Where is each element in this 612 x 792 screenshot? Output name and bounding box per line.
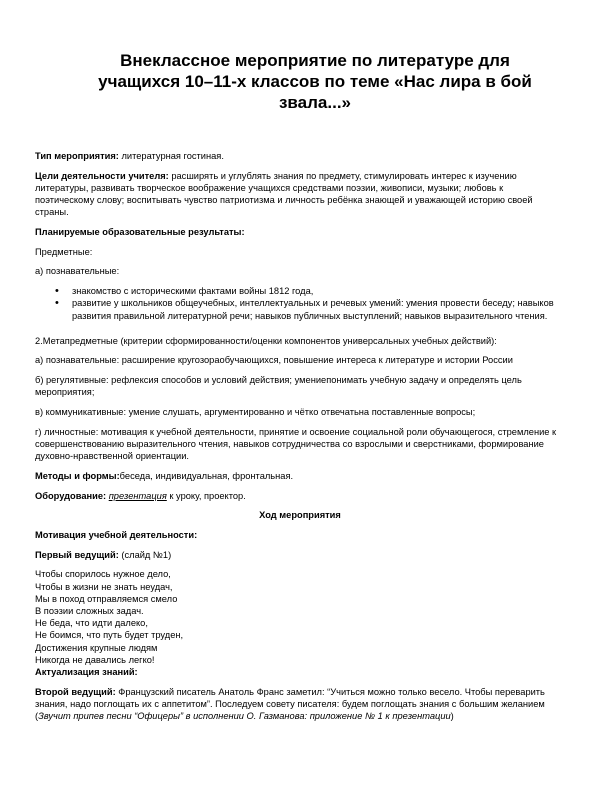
teacher-goals-label: Цели деятельности учителя: (35, 170, 169, 181)
results-heading-text: Планируемые образовательные результаты: (35, 227, 245, 238)
teacher-goals-value: расширять и углублять знания по предмету, стимулировать интерес к изучению литературы, развивать творческое воображение учащихся средствами поэзии, живописи, музыки; любовь к поэтическому слову; воспитывать чувство патриотизма и личность ребёнка знающей и уважающей историю своей страны. (35, 170, 533, 218)
event-type-value: литературная гостиная. (118, 151, 224, 161)
title-line-3: звала...» (278, 93, 351, 112)
teacher-goals (35, 170, 565, 219)
cognitive-label: а) познавательные: (35, 266, 120, 277)
second-host-italic: Звучит припев песни “Офицеры” в исполнении О. Газманова: приложение № 1 к презентации (38, 711, 451, 722)
poem (35, 568, 565, 666)
document-body (35, 150, 565, 730)
results-list (35, 285, 565, 322)
equipment-label: Оборудование: (35, 490, 107, 501)
list-item: • развитие у школьников общеучебных, интеллектуальных и речевых умений: умения провести беседу; навыков развития правильной литературной речи; навыков публичных выступлений; навыков выразительного чтения. (72, 297, 565, 321)
meta-heading: 2.Метапредметные (критерии сформированности/оценки компонентов универсальных учебных действий): (35, 335, 497, 346)
title-line-2: учащихся 10–11-х классов по теме «Нас лира в бой (98, 72, 532, 91)
course-heading-text: Ход мероприятия (259, 510, 341, 521)
meta-cognitive: а) познавательные: расширение кругозораобучающихся, повышение интереса к литературе и истории России (35, 355, 513, 366)
equipment-value: к уроку, проектор. (166, 490, 246, 501)
poem-line: Никогда не давались легко! (35, 654, 155, 665)
second-host (35, 686, 565, 723)
meta-personal: г) личностные: мотивация к учебной деятельности, принятие и освоение социальной роли обучающегося, стремление к совершенствованию выразительного чтения, навыков сотрудничества со взрослыми и сверстниками, формирование духовно-нравственной ориентации. (35, 426, 557, 462)
meta-communicative: в) коммуникативные: умение слушать, аргументированно и чётко отвечатьна поставленные вопросы; (35, 407, 476, 418)
poem-line: Чтобы спорилось нужное дело, (35, 569, 171, 580)
first-host-value: (слайд №1) (118, 549, 172, 560)
motivation-heading-text: Мотивация учебной деятельности: (35, 529, 198, 540)
meta-regulatory: б) регулятивные: рефлексия способов и условий действия; умениепонимать учебную задачу и определять цель мероприятия; (35, 375, 522, 398)
title-line-1: Внеклассное мероприятие по литературе для (120, 51, 510, 70)
poem-line: Достижения крупные людям (35, 642, 158, 653)
course-heading (35, 509, 565, 521)
methods-value: беседа, индивидуальная, фронтальная. (119, 470, 294, 481)
second-host-label: Второй ведущий: (35, 686, 116, 697)
first-host (35, 549, 565, 561)
methods-label: Методы и формы: (35, 470, 120, 481)
equipment (35, 490, 565, 502)
event-type-label: Тип мероприятия: (35, 151, 119, 161)
second-host-value: Французский писатель Анатоль Франс заметил: “Учиться можно только весело. Чтобы переварить знания, надо поглощать их с аппетитом”. Последуем совету писателя: будем поглощать знания с большим желанием ( (35, 686, 545, 722)
methods (35, 470, 565, 482)
presentation-link[interactable]: презентация (108, 490, 167, 501)
poem-line: Не беда, что идти далеко, (35, 618, 148, 629)
subject-label: Предметные: (35, 246, 93, 257)
list-item: • знакомство с историческими фактами войны 1812 года, (72, 285, 565, 297)
first-host-label: Первый ведущий: (35, 549, 119, 560)
motivation-heading (35, 529, 565, 541)
poem-line: В поэзии сложных задач. (35, 605, 144, 616)
second-host-end: ) (450, 711, 454, 722)
actualization-heading-text: Актуализация знаний: (35, 667, 138, 677)
poem-line: Мы в поход отправляемся смело (35, 593, 178, 604)
results-heading (35, 226, 565, 238)
document-title (60, 50, 570, 113)
actualization-heading (35, 666, 565, 678)
poem-line: Не боимся, что путь будет труден, (35, 630, 184, 641)
event-type (35, 150, 565, 162)
poem-line: Чтобы в жизни не знать неудач, (35, 581, 173, 592)
